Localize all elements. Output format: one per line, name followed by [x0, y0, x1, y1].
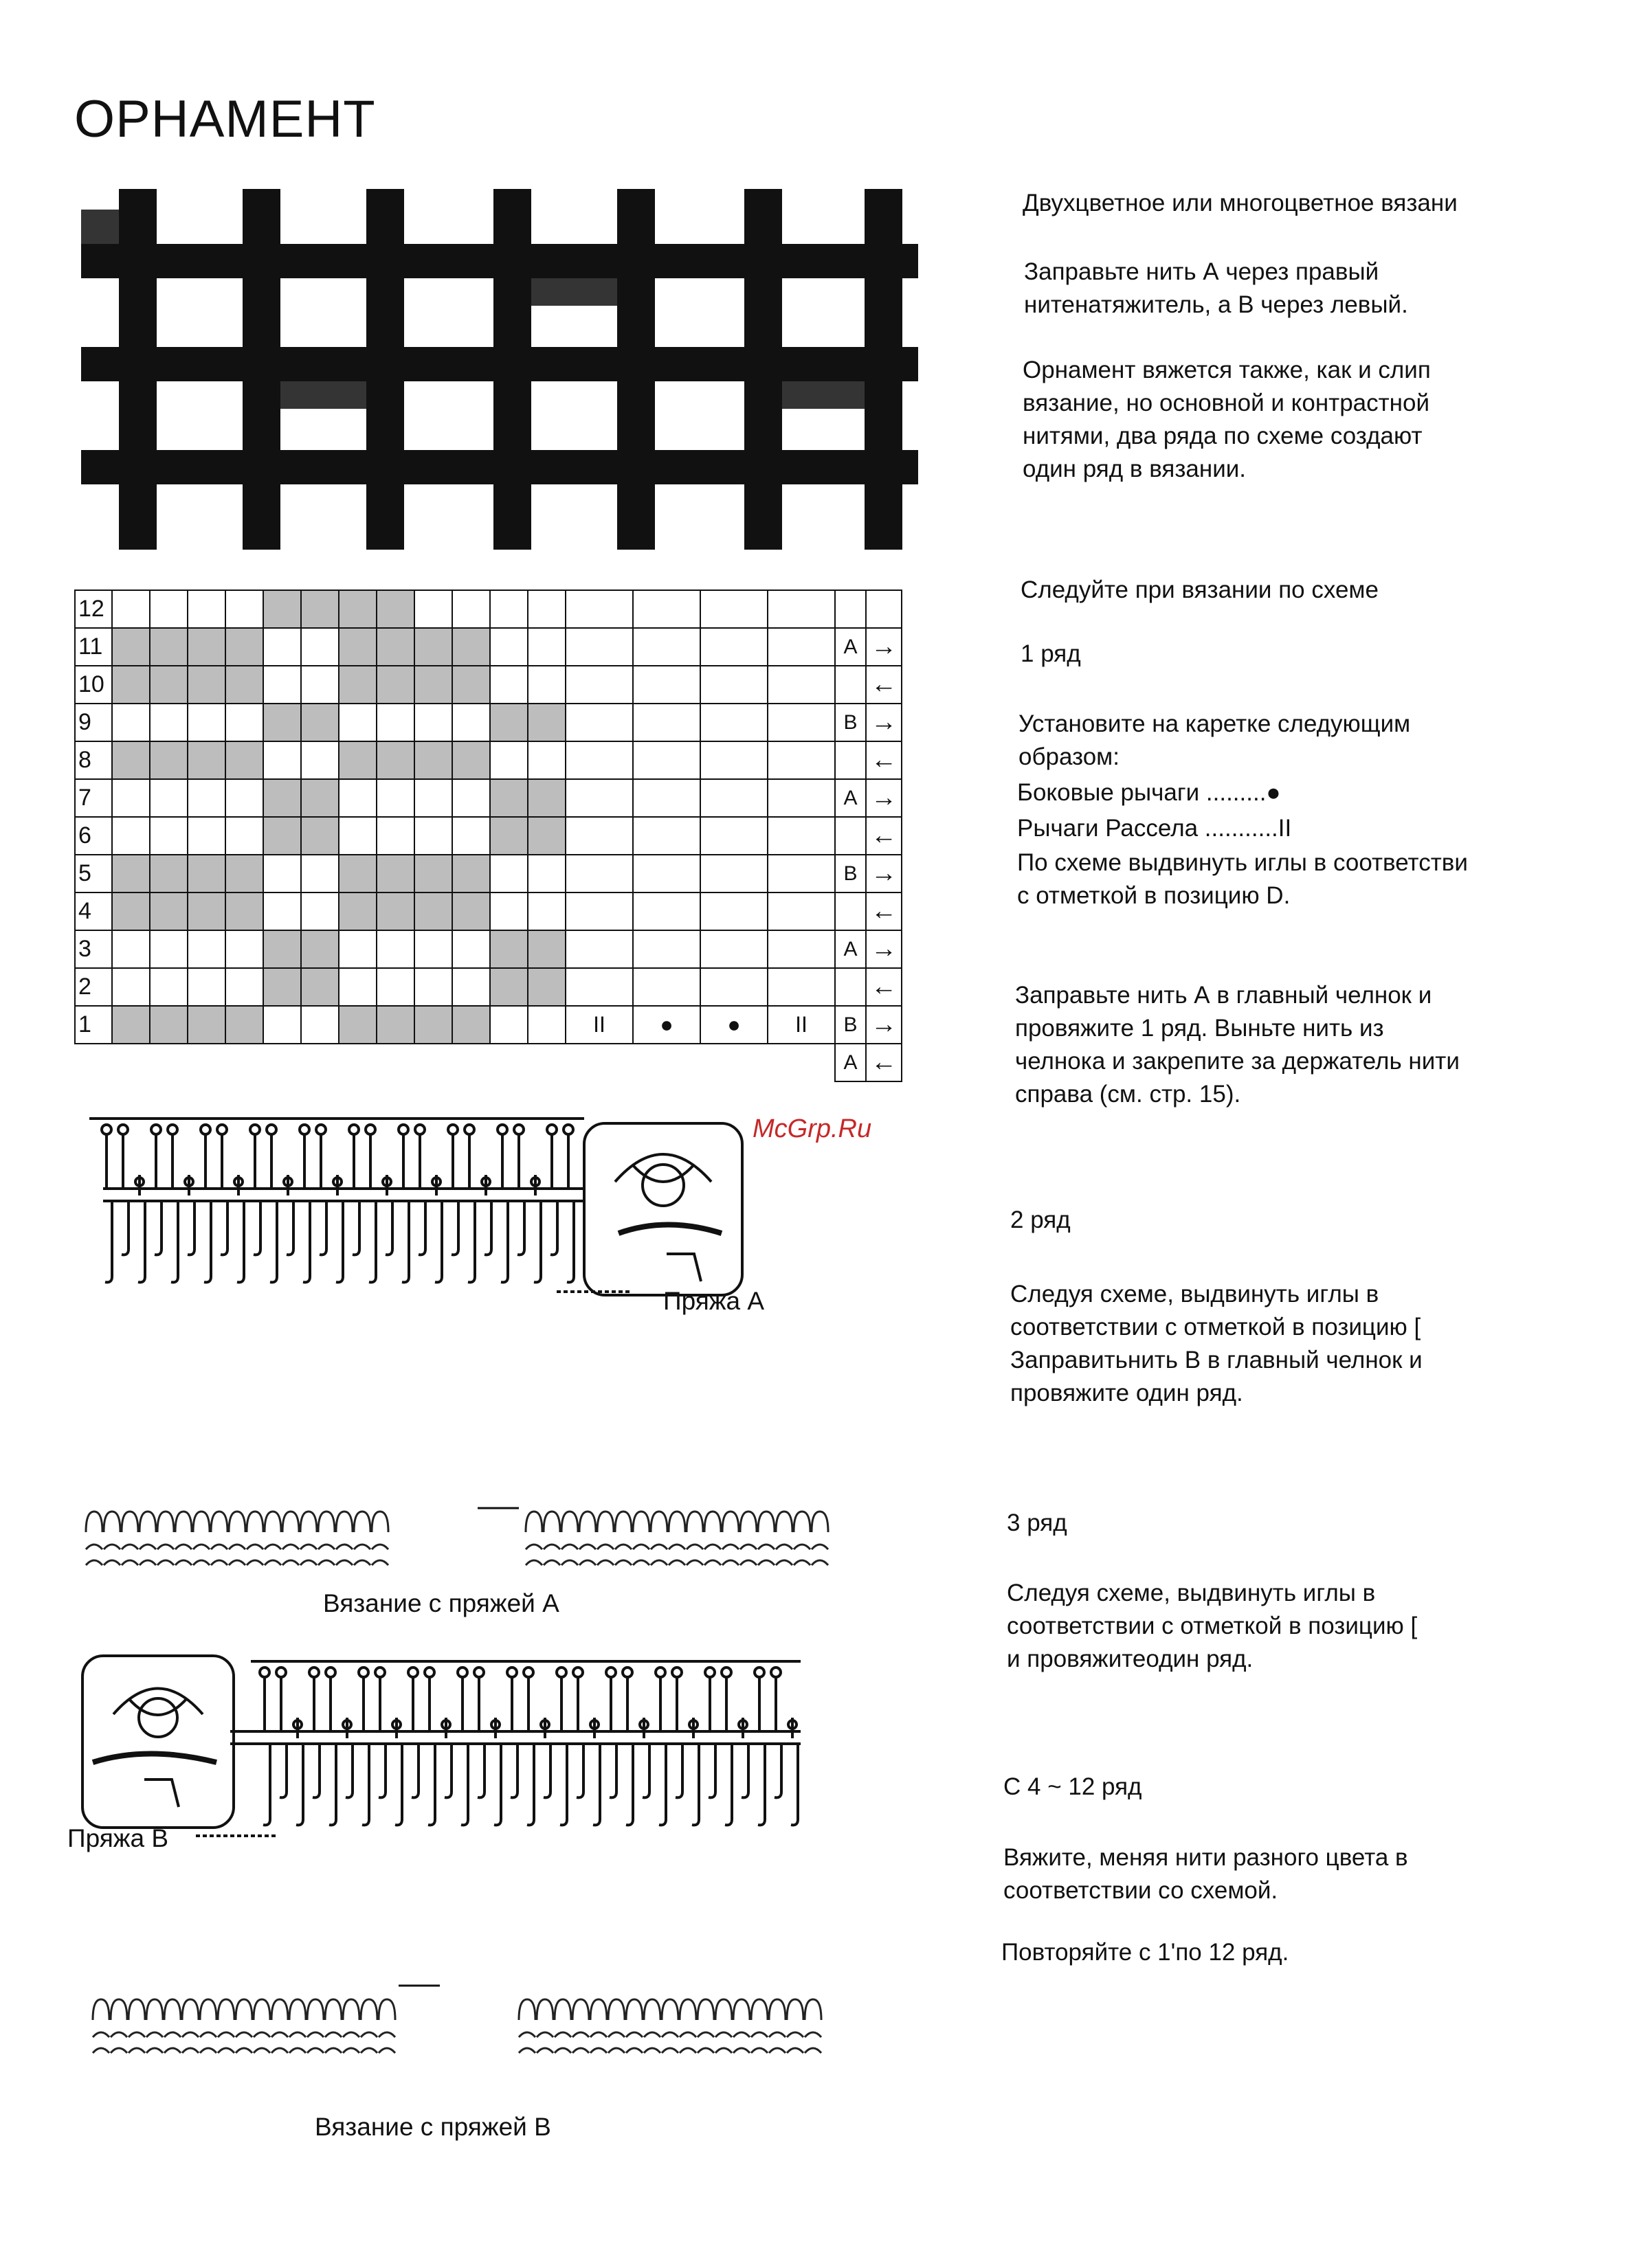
chart-cell [263, 1006, 301, 1044]
chart-cell [188, 968, 225, 1006]
chart-cell [452, 817, 490, 855]
watermark: McGrp.Ru [753, 1114, 872, 1143]
yarn-a-label: Пряжа А [663, 1287, 765, 1315]
chart-cell [633, 666, 700, 704]
chart-row [75, 1006, 902, 1044]
chart-cell [112, 628, 150, 666]
chart-cell [377, 968, 414, 1006]
chart-cell [700, 855, 768, 892]
page-title: ОРНАМЕНТ [74, 90, 376, 148]
chart-cell [150, 628, 188, 666]
chart-yarn-color [835, 817, 866, 855]
chart-cell [700, 590, 768, 628]
chart-cell [150, 704, 188, 741]
row1-russel-levers: Рычаги Рассела ...........II [1017, 815, 1292, 842]
chart-row [75, 590, 902, 628]
intro-paragraph-2: Заправьте нить А через правый нитенатяжитель, а В через левый. [1024, 258, 1408, 318]
chart-row [75, 704, 902, 741]
chart-cell [112, 930, 150, 968]
chart-cell [452, 628, 490, 666]
chart-cell [301, 704, 339, 741]
chart-cell [150, 892, 188, 930]
chart-cell [150, 1006, 188, 1044]
chart-cell [112, 1006, 150, 1044]
chart-cell [188, 704, 225, 741]
chart-cell [112, 779, 150, 817]
chart-cell [188, 741, 225, 779]
row3-heading: 3 ряд [1007, 1509, 1067, 1536]
chart-cell [150, 855, 188, 892]
chart-cell [112, 590, 150, 628]
chart-cell [414, 628, 452, 666]
chart-row-number: 5 [75, 855, 112, 892]
chart-cell [633, 817, 700, 855]
chart-yarn-color: B [835, 855, 866, 892]
yarn-b-label: Пряжа В [67, 1824, 169, 1852]
chart-cell [633, 704, 700, 741]
chart-cell [490, 930, 528, 968]
chart-cell [490, 628, 528, 666]
chart-cell [263, 741, 301, 779]
chart-cell [768, 930, 835, 968]
chart-cell [566, 930, 633, 968]
chart-cell [188, 930, 225, 968]
chart-cell [700, 930, 768, 968]
chart-cell [263, 930, 301, 968]
chart-yarn-color [835, 968, 866, 1006]
chart-cell [301, 968, 339, 1006]
chart-row-number: 7 [75, 779, 112, 817]
chart-row [75, 855, 902, 892]
chart-cell [188, 590, 225, 628]
chart-cell [633, 930, 700, 968]
chart-cell [188, 892, 225, 930]
chart-cell [700, 817, 768, 855]
chart-direction-arrow [866, 590, 902, 628]
chart-cell [414, 741, 452, 779]
chart-cell [528, 968, 566, 1006]
chart-cell [225, 817, 263, 855]
chart-cell [225, 968, 263, 1006]
chart-cell [528, 666, 566, 704]
chart-row-number: 11 [75, 628, 112, 666]
chart-cell [566, 704, 633, 741]
chart-cell [490, 704, 528, 741]
chart-cell [528, 704, 566, 741]
chart-cell [150, 666, 188, 704]
chart-cell [490, 855, 528, 892]
chart-cell [452, 930, 490, 968]
chart-cell [377, 628, 414, 666]
chart-cell [301, 817, 339, 855]
chart-row [75, 892, 902, 930]
chart-cell [112, 817, 150, 855]
chart-cell [566, 779, 633, 817]
chart-cell [188, 1006, 225, 1044]
chart-cell [150, 930, 188, 968]
chart-cell [263, 704, 301, 741]
chart-cell [150, 817, 188, 855]
chart-cell [150, 968, 188, 1006]
chart-cell [339, 892, 377, 930]
row1-needles-text: По схеме выдвинуть иглы в соответстви с отметкой в позицию D. [1017, 849, 1468, 909]
chart-yarn-color: A [835, 628, 866, 666]
knitting-sample-a [79, 1484, 869, 1587]
chart-cell [263, 968, 301, 1006]
follow-chart-text: Следуйте при вязании по схеме [1021, 576, 1379, 603]
chart-cell [768, 628, 835, 666]
chart-yarn-color: A [835, 930, 866, 968]
chart-cell [150, 741, 188, 779]
chart-row [75, 741, 902, 779]
carriage-icon [82, 1656, 234, 1828]
intro-paragraph-1: Двухцветное или многоцветное вязани [1023, 190, 1458, 216]
chart-cell [528, 817, 566, 855]
intro-paragraph-3: Орнамент вяжется также, как и слип вязание, но основной и контрастной нитями, два ряда по схеме создают один ряд в вязании. [1023, 357, 1431, 482]
chart-cell [700, 892, 768, 930]
chart-cell [768, 590, 835, 628]
chart-cell [112, 666, 150, 704]
chart-row-number: 4 [75, 892, 112, 930]
chart-cell [225, 590, 263, 628]
row3-text: Следуя схеме, выдвинуть иглы в соответствии с отметкой в позицию [ и провяжитеодин ряд. [1007, 1580, 1418, 1672]
chart-yarn-color: B [835, 704, 866, 741]
chart-direction-arrow: ← [866, 666, 902, 704]
chart-cell [188, 779, 225, 817]
chart-cell [301, 855, 339, 892]
chart-cell [700, 666, 768, 704]
chart-cell [452, 666, 490, 704]
chart-cell [633, 741, 700, 779]
chart-yarn-color [835, 892, 866, 930]
chart-cell [566, 741, 633, 779]
chart-cell [225, 892, 263, 930]
chart-cell [414, 590, 452, 628]
chart-cell [301, 779, 339, 817]
chart-cell [377, 1006, 414, 1044]
chart-cell [528, 779, 566, 817]
chart-cell [112, 968, 150, 1006]
chart-direction-arrow: → [866, 704, 902, 741]
chart-cell [700, 779, 768, 817]
chart-row-number: 2 [75, 968, 112, 1006]
chart-cell [188, 817, 225, 855]
chart-cell [768, 817, 835, 855]
chart-cell [301, 1006, 339, 1044]
chart-row-number: 3 [75, 930, 112, 968]
chart-row-number: 12 [75, 590, 112, 628]
chart-cell [339, 968, 377, 1006]
chart-direction-arrow: → [866, 1006, 902, 1044]
knit-b-label: Вязание с пряжей В [315, 2113, 551, 2141]
chart-cell [633, 855, 700, 892]
chart-row-number: 10 [75, 666, 112, 704]
chart-cell [225, 666, 263, 704]
chart-row [75, 1044, 902, 1081]
chart-cell [112, 704, 150, 741]
chart-cell [528, 1006, 566, 1044]
chart-cell [339, 741, 377, 779]
chart-cell [301, 628, 339, 666]
chart-row-number: 6 [75, 817, 112, 855]
chart-direction-arrow: ← [866, 817, 902, 855]
chart-direction-arrow: → [866, 779, 902, 817]
chart-cell [768, 892, 835, 930]
chart-cell [414, 817, 452, 855]
chart-cell [301, 930, 339, 968]
chart-row [75, 968, 902, 1006]
knitted-pattern-photo [81, 189, 918, 550]
chart-cell [768, 666, 835, 704]
chart-symbol: II [768, 1006, 835, 1044]
chart-cell [377, 930, 414, 968]
chart-cell [263, 628, 301, 666]
chart-row-number: 8 [75, 741, 112, 779]
chart-cell [566, 855, 633, 892]
chart-symbol: ● [633, 1006, 700, 1044]
chart-cell [452, 892, 490, 930]
chart-cell [490, 741, 528, 779]
chart-cell [225, 779, 263, 817]
chart-cell [414, 779, 452, 817]
chart-cell [490, 892, 528, 930]
chart-cell [566, 892, 633, 930]
chart-cell [490, 666, 528, 704]
row1-heading: 1 ряд [1021, 640, 1081, 667]
chart-direction-arrow: ← [866, 1044, 902, 1081]
chart-cell [452, 855, 490, 892]
chart-cell [301, 590, 339, 628]
chart-cell [225, 1006, 263, 1044]
chart-yarn-color: A [835, 779, 866, 817]
chart-symbol: II [566, 1006, 633, 1044]
chart-cell [566, 817, 633, 855]
chart-yarn-color: A [835, 1044, 866, 1081]
chart-yarn-color [835, 666, 866, 704]
chart-cell [700, 968, 768, 1006]
chart-cell [377, 741, 414, 779]
chart-cell [414, 666, 452, 704]
chart-cell [768, 704, 835, 741]
chart-cell [339, 666, 377, 704]
chart-cell [339, 779, 377, 817]
chart-cell [150, 590, 188, 628]
chart-cell [339, 817, 377, 855]
chart-direction-arrow: ← [866, 892, 902, 930]
chart-row [75, 779, 902, 817]
chart-row-number: 9 [75, 704, 112, 741]
chart-cell [528, 930, 566, 968]
chart-cell [339, 628, 377, 666]
chart-cell [490, 1006, 528, 1044]
carriage-diagram-b [65, 1649, 814, 1855]
chart-cell [263, 892, 301, 930]
knitting-chart [74, 590, 902, 1082]
chart-row [75, 628, 902, 666]
chart-cell [263, 855, 301, 892]
chart-cell [414, 704, 452, 741]
chart-cell [377, 855, 414, 892]
row2-heading: 2 ряд [1010, 1206, 1071, 1233]
rows4-12-text: Вяжите, меняя нити разного цвета в соответствии со схемой. [1003, 1844, 1408, 1904]
chart-cell [490, 590, 528, 628]
chart-cell [339, 704, 377, 741]
row1-set-carriage: Установите на каретке следующим образом: [1018, 710, 1411, 770]
chart-cell [633, 892, 700, 930]
chart-cell [377, 892, 414, 930]
knit-a-label: Вязание с пряжей А [323, 1589, 559, 1617]
chart-cell [566, 590, 633, 628]
chart-cell [377, 817, 414, 855]
chart-row [75, 930, 902, 968]
chart-cell [339, 855, 377, 892]
chart-direction-arrow: ← [866, 741, 902, 779]
chart-cell [225, 855, 263, 892]
chart-cell [633, 779, 700, 817]
chart-cell [377, 666, 414, 704]
chart-cell [225, 704, 263, 741]
chart-cell [339, 930, 377, 968]
chart-cell [452, 704, 490, 741]
chart-direction-arrow: → [866, 628, 902, 666]
chart-cell [339, 1006, 377, 1044]
chart-cell [566, 628, 633, 666]
row1-thread-text: Заправьте нить А в главный челнок и провяжите 1 ряд. Выньте нить из челнока и закрепите за держатель нити справа (см. стр. 15). [1015, 982, 1460, 1108]
chart-cell [377, 590, 414, 628]
chart-row-number: 1 [75, 1006, 112, 1044]
chart-cell [414, 855, 452, 892]
chart-cell [700, 704, 768, 741]
chart-row [75, 666, 902, 704]
chart-symbol: ● [700, 1006, 768, 1044]
chart-yarn-color [835, 590, 866, 628]
chart-cell [263, 590, 301, 628]
chart-cell [377, 704, 414, 741]
chart-cell [414, 1006, 452, 1044]
chart-cell [414, 968, 452, 1006]
chart-direction-arrow: → [866, 855, 902, 892]
chart-cell [566, 968, 633, 1006]
chart-cell [414, 930, 452, 968]
chart-cell [700, 741, 768, 779]
chart-row [75, 817, 902, 855]
chart-cell [768, 779, 835, 817]
row1-side-levers: Боковые рычаги .........● [1017, 779, 1281, 806]
chart-cell [452, 779, 490, 817]
chart-cell [301, 892, 339, 930]
chart-cell [528, 741, 566, 779]
chart-cell [263, 817, 301, 855]
chart-cell [633, 968, 700, 1006]
chart-cell [528, 628, 566, 666]
repeat-text: Повторяйте с 1'по 12 ряд. [1001, 1939, 1289, 1966]
chart-cell [566, 666, 633, 704]
chart-cell [452, 968, 490, 1006]
carriage-icon [584, 1123, 742, 1295]
chart-cell [528, 590, 566, 628]
chart-cell [452, 590, 490, 628]
chart-cell [414, 892, 452, 930]
chart-spacer [75, 1044, 835, 1081]
chart-cell [452, 741, 490, 779]
row2-text: Следуя схеме, выдвинуть иглы в соответствии с отметкой в позицию [ Заправитьнить В в главный челнок и провяжите один ряд. [1010, 1281, 1423, 1406]
chart-cell [490, 817, 528, 855]
chart-direction-arrow: → [866, 930, 902, 968]
chart-cell [452, 1006, 490, 1044]
chart-direction-arrow: ← [866, 968, 902, 1006]
chart-yarn-color: B [835, 1006, 866, 1044]
chart-cell [112, 741, 150, 779]
chart-cell [700, 628, 768, 666]
knitting-sample-b [86, 1972, 828, 2075]
chart-cell [768, 855, 835, 892]
chart-cell [150, 779, 188, 817]
chart-cell [112, 892, 150, 930]
chart-cell [633, 590, 700, 628]
chart-cell [188, 855, 225, 892]
chart-cell [490, 968, 528, 1006]
chart-cell [528, 855, 566, 892]
chart-cell [768, 968, 835, 1006]
chart-cell [490, 779, 528, 817]
chart-cell [528, 892, 566, 930]
chart-cell [301, 666, 339, 704]
chart-cell [301, 741, 339, 779]
chart-cell [377, 779, 414, 817]
chart-cell [112, 855, 150, 892]
chart-cell [633, 628, 700, 666]
chart-cell [339, 590, 377, 628]
chart-cell [225, 930, 263, 968]
chart-cell [225, 628, 263, 666]
chart-cell [768, 741, 835, 779]
chart-cell [263, 666, 301, 704]
chart-cell [188, 666, 225, 704]
chart-cell [188, 628, 225, 666]
rows4-12-heading: С 4 ~ 12 ряд [1003, 1773, 1142, 1800]
chart-table [74, 590, 902, 1082]
chart-cell [225, 741, 263, 779]
chart-cell [263, 779, 301, 817]
chart-yarn-color [835, 741, 866, 779]
